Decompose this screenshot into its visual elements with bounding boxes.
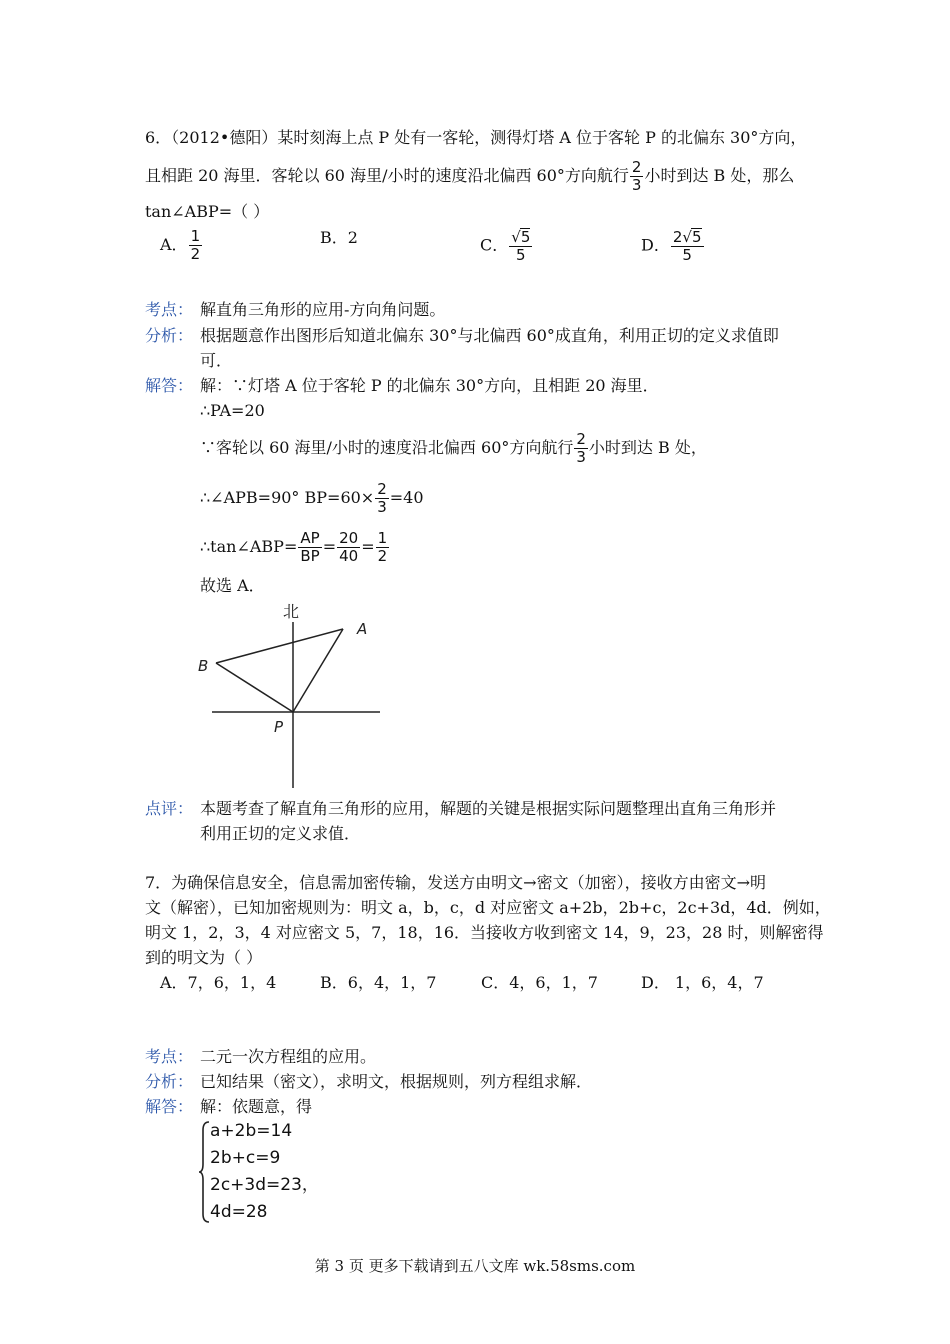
coefficient: 2 [672, 228, 683, 246]
equation-3-text: 2c+3d=23 [210, 1175, 302, 1195]
radicand: 5 [520, 228, 531, 246]
label-b: B [198, 657, 209, 675]
equation-2: 2b+c=9 [210, 1148, 281, 1168]
jieda-5-text: ∴tan∠ABP= [200, 537, 298, 556]
sol7-fenxi: 已知结果（密文），求明文，根据规则，列方程组求解． [200, 1072, 593, 1091]
segment-ba [216, 629, 343, 663]
q7-line3: 明文 1，2，3，4 对应密文 5，7，18，16．当接收方收到密文 14，9，23，28 时，则解密得 [145, 923, 824, 942]
label-north: 北 [283, 602, 300, 621]
sol6-jieda-label: 解答： [145, 376, 194, 395]
sqrt-icon: √ [511, 228, 521, 246]
sol7-equation-system [210, 1118, 319, 1226]
equation-3 [210, 1172, 319, 1199]
jieda-3-text-b: 小时到达 B 处， [588, 438, 707, 457]
equals-sign: = [361, 537, 375, 556]
fraction-numerator: 2 [576, 430, 586, 448]
radicand: 5 [691, 228, 702, 246]
fraction-denominator: 5 [516, 246, 526, 264]
sol7-kaodian-label: 考点： [145, 1047, 194, 1066]
jieda-5-fraction-20-40 [337, 530, 360, 565]
sol6-kaodian: 解直角三角形的应用-方向角问题。 [200, 300, 446, 319]
sol6-fenxi-label: 分析： [145, 326, 194, 345]
sol7-kaodian: 二元一次方程组的应用。 [200, 1047, 377, 1066]
equation-1: a+2b=14 [210, 1121, 293, 1141]
q6-line3: tan∠ABP=（ ） [145, 202, 270, 221]
segment-ap [293, 629, 343, 712]
q6-option-d [641, 228, 705, 272]
q6-option-c [480, 228, 533, 272]
q7-line4: 到的明文为（ ） [145, 948, 263, 967]
option-a-label: A． [160, 235, 188, 254]
fraction-denominator: 3 [377, 498, 387, 516]
fraction-numerator: 1 [377, 529, 388, 547]
jieda-3-text-a: ∵客轮以 60 海里/小时的速度沿北偏西 60°方向航行 [200, 438, 574, 457]
option-d-label: D． [641, 235, 670, 255]
fraction-denominator: 40 [339, 547, 359, 565]
label-a: A [357, 620, 368, 638]
fraction-denominator: 3 [631, 176, 642, 194]
jieda-5-fraction-1-2 [376, 530, 390, 565]
sol6-jieda-2: ∴PA=20 [200, 401, 265, 420]
q7-line1: 7．为确保信息安全，信息需加密传输，发送方由明文→密文（加密），接收方由密文→明 [145, 873, 766, 892]
option-d-fraction [671, 228, 704, 264]
jieda-4-fraction [375, 481, 389, 516]
segment-pb [216, 663, 293, 712]
q6-line2-text-b: 小时到达 B 处，那么 [644, 166, 795, 185]
fraction-denominator: 2 [190, 245, 201, 263]
sol6-kaodian-label: 考点： [145, 300, 194, 319]
fraction-numerator: 20 [339, 529, 359, 547]
sol6-fenxi-2: 可． [200, 351, 233, 370]
q7-option-c: C．4，6，1，7 [481, 973, 598, 992]
fraction-numerator: AP [298, 530, 321, 548]
jieda-4-text-a: ∴∠APB=90° BP=60× [200, 488, 375, 507]
sol6-jieda-5 [200, 527, 390, 567]
sol7-jieda: 解：依题意，得 [200, 1097, 313, 1116]
q7-line2: 文（解密），已知加密规则为：明文 a，b，c，d 对应密文 a+2b，2b+c，2c+3d，4d．例如， [145, 898, 831, 917]
q6-line2-text-a: 且相距 20 海里．客轮以 60 海里/小时的速度沿北偏西 60°方向航行 [145, 166, 629, 185]
q6-option-b: B．2 [320, 228, 358, 247]
jieda-3-fraction [574, 431, 588, 466]
q6-line2 [145, 156, 794, 196]
fraction-numerator: 2 [631, 158, 642, 176]
jieda-5-fraction-ap-bp [298, 530, 321, 565]
fraction-numerator: 2 [377, 480, 387, 498]
sol6-jieda-3 [200, 428, 707, 468]
sol6-jieda-4 [200, 478, 424, 518]
equals-sign: = [322, 537, 337, 556]
option-c-fraction [509, 228, 532, 264]
fraction-denominator: 3 [576, 448, 586, 466]
equation-3-comma: ， [301, 1175, 319, 1195]
fraction-denominator: BP [300, 547, 320, 565]
sol6-dianping-1: 本题考查了解直角三角形的应用，解题的关键是根据实际问题整理出直角三角形并 [200, 799, 777, 818]
q6-line1: 6．（2012•德阳）某时刻海上点 P 处有一客轮，测得灯塔 A 位于客轮 P 的北偏东 30°方向， [145, 128, 807, 147]
q6-option-a [160, 228, 203, 272]
sol6-jieda-1: 解：∵灯塔 A 位于客轮 P 的北偏东 30°方向，且相距 20 海里． [200, 376, 659, 395]
fraction-denominator: 2 [377, 547, 388, 565]
sol7-jieda-label: 解答： [145, 1097, 194, 1116]
fraction-numerator: 1 [190, 227, 201, 245]
page-footer: 第 3 页 更多下载请到五八文库 wk.58sms.com [314, 1257, 636, 1275]
sol6-fenxi-1: 根据题意作出图形后知道北偏东 30°与北偏西 60°成直角，利用正切的定义求值即 [200, 326, 779, 345]
equation-4: 4d=28 [210, 1202, 268, 1222]
sol6-dianping-2: 利用正切的定义求值． [200, 824, 361, 843]
fraction-denominator: 5 [682, 246, 692, 264]
option-a-fraction [189, 228, 203, 263]
jieda-4-text-b: =40 [389, 488, 424, 507]
sol6-dianping-label: 点评： [145, 799, 194, 818]
sol7-fenxi-label: 分析： [145, 1072, 194, 1091]
q7-option-d: D． 1，6，4，7 [641, 973, 764, 992]
sqrt-icon: √ [682, 228, 692, 246]
q6-time-fraction [630, 159, 644, 194]
sol6-jieda-6: 故选 A． [200, 576, 265, 595]
q7-option-b: B．6，4，1，7 [320, 973, 437, 992]
label-p: P [274, 718, 284, 736]
fraction-numerator [671, 228, 704, 247]
q7-option-a: A．7，6，1，4 [160, 973, 277, 992]
fraction-numerator [509, 228, 532, 247]
option-c-label: C． [480, 235, 509, 255]
